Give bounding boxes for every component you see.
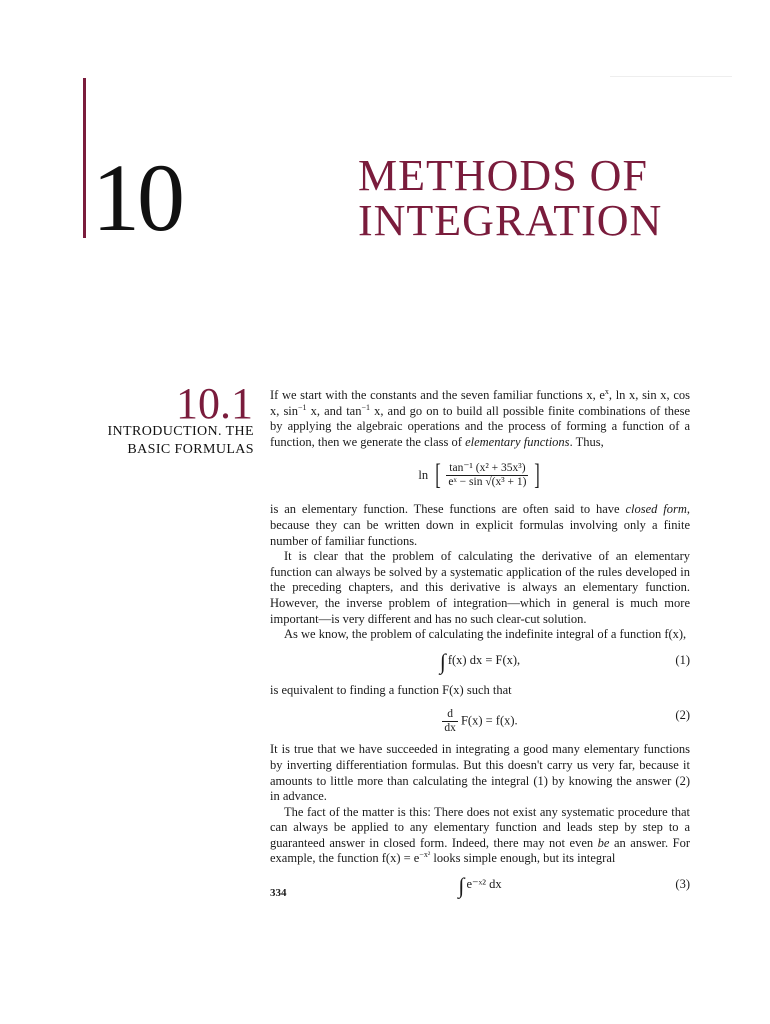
ln-operator: ln	[418, 467, 429, 482]
chapter-title-line-1: METHODS OF	[358, 151, 648, 200]
derivative-operator: $\frac{d}{dx}$	[444, 708, 456, 735]
left-bracket: [	[435, 458, 441, 492]
section-number: 10.1	[176, 379, 253, 428]
equation-3: ∫ e⁻ˣ² dx (3)	[458, 873, 690, 899]
integral-sign: ∫	[458, 873, 465, 899]
section-title	[107, 423, 254, 459]
page-number: 334	[270, 887, 287, 899]
paragraph-5: is equivalent to finding a function F(x) such that	[270, 682, 512, 697]
chapter-rule	[83, 78, 86, 238]
section-title-line-1: INTRODUCTION. THE	[107, 424, 254, 439]
equation-number-2: (2)	[675, 708, 690, 723]
body-text	[270, 388, 690, 907]
chapter-number: 10	[92, 144, 182, 251]
paragraph-6: It is true that we have succeeded in integrating a good many elementary functions by inverting differentiation formulas. But this doesn't carry us very far, because it amounts to little more than calculating the integral (1) by knowing the answer (2) in advance.	[270, 742, 690, 804]
paragraph-2: is an elementary function. These functions are often said to have closed form, because they can be written down in explicit formulas involving only a finite number of familiar functions.	[270, 502, 690, 548]
example-fraction	[446, 462, 528, 489]
example-denominator: eˣ − sin √(x³ + 1)	[448, 475, 527, 488]
top-edge-line	[610, 76, 732, 77]
chapter-title	[358, 153, 662, 243]
equation-2: $\frac{d}{dx}$ F(x) = f(x). (2)	[444, 708, 690, 735]
integral-sign: ∫	[439, 648, 446, 674]
paragraph-4: As we know, the problem of calculating the indefinite integral of a function f(x),	[284, 627, 687, 642]
example-numerator: tan⁻¹ (x² + 35x³)	[449, 461, 526, 474]
equation-number-3: (3)	[675, 877, 690, 892]
right-bracket: ]	[533, 458, 540, 492]
paragraph-7: The fact of the matter is this: There does not exist any systematic procedure that can always be applied to any elementary function and leads step by step to a guaranteed answer in closed form. Indeed, there may not even be an answer. For example, the function $f(x) = e^{-x^2}$ looks simple enough, but its integral	[270, 804, 691, 866]
chapter-title-line-2: INTEGRATION	[358, 196, 663, 245]
paragraph-1: If we start with the constants and the seven familiar functions x, $e^x$, ln x, sin x, cos x, $\sin^{-1} x$, and $\tan^{-1} x$, and go on to build all possible finite combinations of these by applying the algebraic operations and the process of forming a function of a function, then we generate the class of elementary functions. Thus,	[270, 386, 691, 449]
example-expression	[270, 454, 690, 496]
section-title-line-2: BASIC FORMULAS	[127, 442, 254, 457]
equation-number-1: (1)	[675, 652, 690, 667]
equation-1: ∫ f(x) dx = F(x), (1)	[439, 648, 690, 674]
paragraph-3: It is clear that the problem of calculating the derivative of an elementary function can always be solved by a systematic application of the rules developed in the preceding chapters, and this derivative is always an elementary function. However, the inverse problem of integration—which in general is much more important—is very different and has no such clear-cut solution.	[270, 549, 690, 626]
